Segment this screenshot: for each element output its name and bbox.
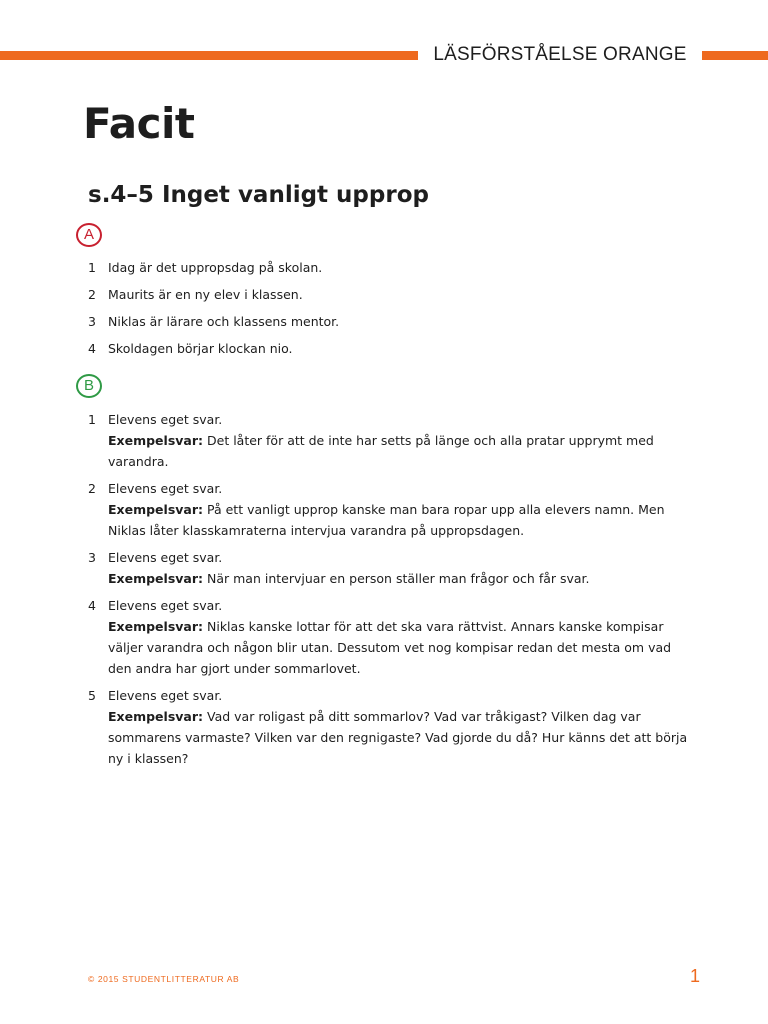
list-item: [88, 409, 688, 472]
item-number: 4: [88, 341, 96, 356]
list-item: [88, 595, 688, 679]
item-answer: Elevens eget svar.: [108, 688, 223, 703]
list-item: [88, 284, 688, 305]
example-text: Vad var roligast på ditt sommarlov? Vad var tråkigast? Vilken dag var sommarens varmaste? Vilken var den regnigaste? Vad gjorde du då? Hur känns det att börja ny i klassen?: [108, 709, 688, 766]
list-item: [88, 478, 688, 541]
part-a-badge: A: [76, 223, 102, 247]
item-answer: Elevens eget svar.: [108, 412, 223, 427]
item-text: Skoldagen börjar klockan nio.: [108, 341, 293, 356]
item-example: [108, 706, 688, 769]
item-text: Niklas är lärare och klassens mentor.: [108, 314, 340, 329]
list-item: [88, 547, 688, 589]
item-example: [108, 499, 688, 541]
header-bar-right: [702, 51, 768, 60]
item-example: [108, 430, 688, 472]
item-number: 3: [88, 314, 96, 329]
footer-copyright: © 2015 STUDENTLITTERATUR AB: [88, 974, 240, 984]
part-b-list: [88, 409, 688, 775]
series-title: LÄSFÖRSTÅELSE ORANGE: [418, 42, 702, 68]
page-title: Facit: [83, 99, 195, 148]
item-number: 4: [88, 598, 96, 613]
item-number: 1: [88, 260, 96, 275]
part-a-list: [88, 257, 688, 365]
item-number: 3: [88, 550, 96, 565]
example-label: Exempelsvar:: [108, 433, 204, 448]
list-item: [88, 685, 688, 769]
example-label: Exempelsvar:: [108, 619, 204, 634]
item-text: Idag är det uppropsdag på skolan.: [108, 260, 323, 275]
item-answer: Elevens eget svar.: [108, 550, 223, 565]
item-number: 5: [88, 688, 96, 703]
list-item: [88, 311, 688, 332]
example-label: Exempelsvar:: [108, 571, 204, 586]
part-b-badge: B: [76, 374, 102, 398]
item-number: 1: [88, 412, 96, 427]
example-label: Exempelsvar:: [108, 502, 204, 517]
example-text: När man intervjuar en person ställer man frågor och får svar.: [207, 571, 590, 586]
item-number: 2: [88, 481, 96, 496]
list-item: [88, 338, 688, 359]
example-text: Det låter för att de inte har setts på länge och alla pratar upprymt med varandra.: [108, 433, 654, 469]
example-label: Exempelsvar:: [108, 709, 204, 724]
example-text: Niklas kanske lottar för att det ska vara rättvist. Annars kanske kompisar väljer varandra och någon blir utan. Dessutom vet nog kompisar redan det mesta om vad den andra har gjort under sommarlovet.: [108, 619, 672, 676]
page-number: 1: [690, 966, 701, 986]
item-answer: Elevens eget svar.: [108, 481, 223, 496]
list-item: [88, 257, 688, 278]
item-answer: Elevens eget svar.: [108, 598, 223, 613]
item-example: [108, 568, 688, 589]
item-number: 2: [88, 287, 96, 302]
example-text: På ett vanligt upprop kanske man bara ropar upp alla elevers namn. Men Niklas låter klasskamraterna intervjua varandra på uppropsdagen.: [108, 502, 665, 538]
item-text: Maurits är en ny elev i klassen.: [108, 287, 303, 302]
header-bar-left: [0, 51, 418, 60]
item-example: [108, 616, 688, 679]
section-title: s.4–5 Inget vanligt upprop: [88, 182, 429, 208]
